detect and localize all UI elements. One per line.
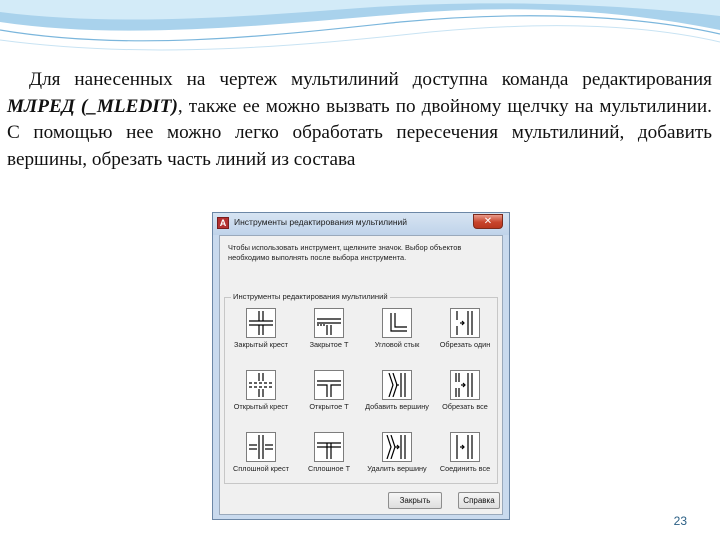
tool-label: Обрезать все: [442, 402, 488, 411]
autocad-app-icon: A: [217, 217, 229, 229]
description-paragraph: [7, 67, 712, 173]
dialog-instructions: Чтобы использовать инструмент, щелкните значок. Выбор объектов необходимо выполнять после выбора инструмента.: [228, 243, 462, 262]
tool-open-tee[interactable]: [301, 370, 359, 428]
tool-label: Сплошное Т: [307, 464, 351, 473]
merged-tee-icon[interactable]: [314, 432, 344, 462]
paragraph-part2: , также ее можно вызвать по двойному щелчку на мультилинии. С помощью нее можно легко обработать пересечения мультилиний, добавить вершины, обрезать часть линий из состава: [7, 95, 712, 170]
close-button[interactable]: Закрыть: [388, 492, 442, 509]
closed-cross-icon[interactable]: [246, 308, 276, 338]
tool-label: Закрытый крест: [234, 340, 288, 349]
tool-cut-single[interactable]: [437, 308, 495, 366]
tool-open-cross[interactable]: [233, 370, 291, 428]
tool-closed-cross[interactable]: [233, 308, 291, 366]
tool-corner-joint[interactable]: [369, 308, 427, 366]
open-tee-icon[interactable]: [314, 370, 344, 400]
tool-merged-cross[interactable]: [233, 432, 291, 490]
tool-cut-all[interactable]: [437, 370, 495, 428]
corner-joint-icon[interactable]: [382, 308, 412, 338]
tool-label: Добавить вершину: [365, 402, 429, 411]
closed-tee-icon[interactable]: [314, 308, 344, 338]
weld-all-icon[interactable]: [450, 432, 480, 462]
slide-number: 23: [673, 514, 687, 528]
tool-label: Сплошной крест: [233, 464, 289, 473]
tool-merged-tee[interactable]: [301, 432, 359, 490]
cut-single-icon[interactable]: [450, 308, 480, 338]
mledit-dialog: [212, 212, 510, 520]
tool-weld-all[interactable]: [437, 432, 495, 490]
header-wave-decoration: [0, 0, 720, 70]
open-cross-icon[interactable]: [246, 370, 276, 400]
merged-cross-icon[interactable]: [246, 432, 276, 462]
command-name: МЛРЕД (_MLEDIT): [7, 95, 178, 117]
tool-label: Удалить вершину: [367, 464, 427, 473]
dialog-title: Инструменты редактирования мультилиний: [234, 217, 408, 227]
tool-label: Закрытое Т: [309, 340, 349, 349]
tool-delete-vertex[interactable]: [369, 432, 427, 490]
tool-closed-tee[interactable]: [301, 308, 359, 366]
tools-group-label: Инструменты редактирования мультилиний: [233, 292, 388, 301]
tool-label: Угловой стык: [374, 340, 420, 349]
cut-all-icon[interactable]: [450, 370, 480, 400]
tool-label: Открытое Т: [309, 402, 349, 411]
add-vertex-icon[interactable]: [382, 370, 412, 400]
tool-add-vertex[interactable]: [365, 370, 429, 428]
tool-label: Обрезать один: [439, 340, 491, 349]
window-close-button[interactable]: ✕: [473, 214, 503, 229]
tools-group-box: [224, 292, 498, 484]
paragraph-part1: Для нанесенных на чертеж мультилиний доступна команда редактирования: [29, 69, 712, 90]
dialog-titlebar[interactable]: [213, 213, 509, 235]
tool-label: Открытый крест: [233, 402, 289, 411]
dialog-client-area: [219, 235, 503, 515]
tool-label: Соединить все: [439, 464, 491, 473]
help-button[interactable]: Справка: [458, 492, 500, 509]
delete-vertex-icon[interactable]: [382, 432, 412, 462]
